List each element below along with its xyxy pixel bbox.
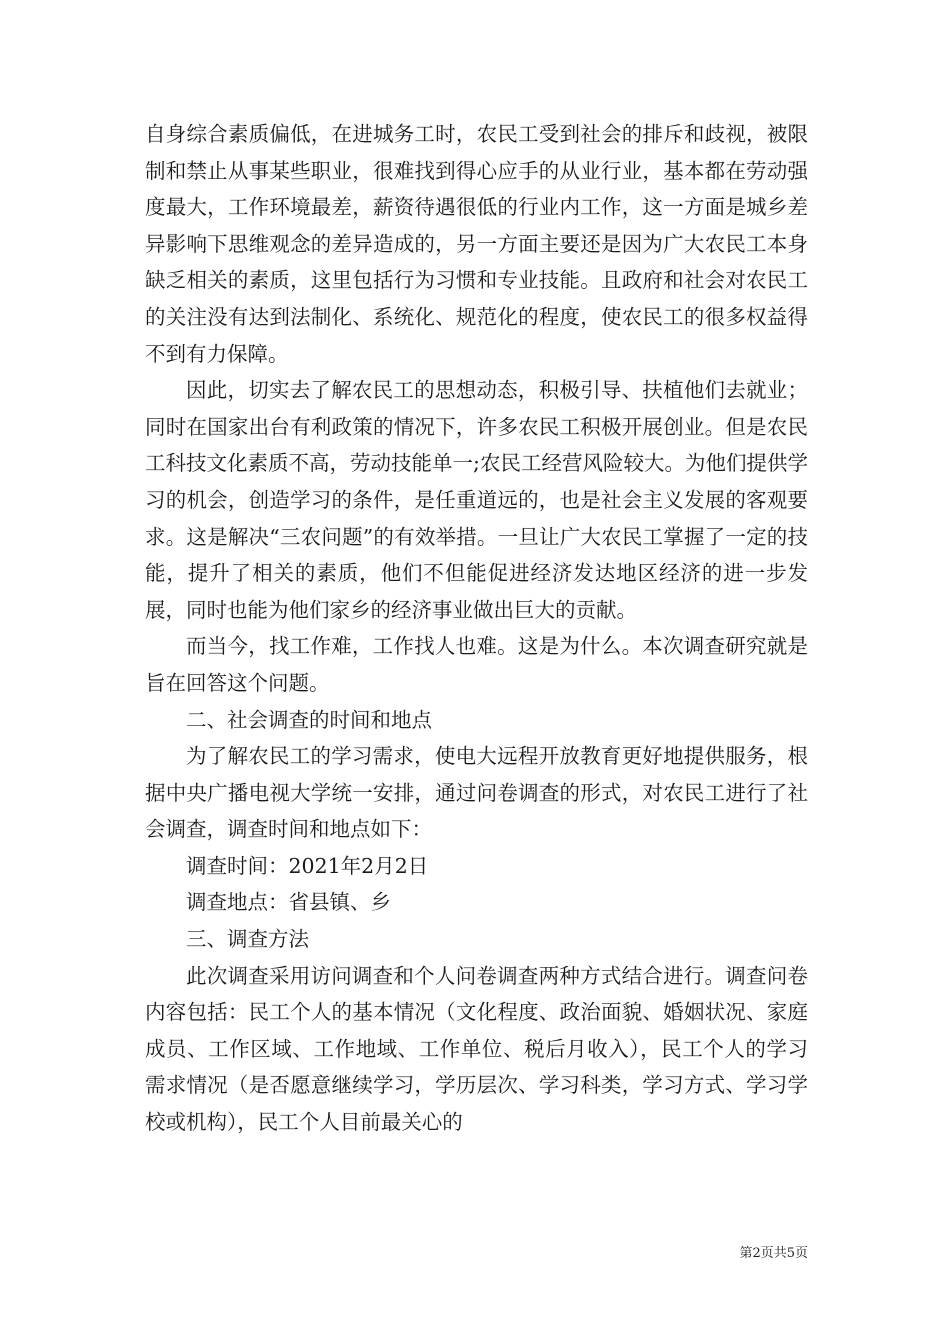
document-body [145, 116, 808, 1141]
paragraph-continuation: 自身综合素质偏低，在进城务工时，农民工受到社会的排斥和歧视，被限制和禁止从事某些职业，很难找到得心应手的从业行业，基本都在劳动强度最大，工作环境最差，薪资待遇很低的行业内工作，这一方面是城乡差异影响下思维观念的差异造成的，另一方面主要还是因为广大农民工本身缺乏相关的素质，这里包括行为习惯和专业技能。且政府和社会对农民工的关注没有达到法制化、系统化、规范化的程度，使农民工的很多权益得不到有力保障。 [145, 122, 808, 366]
section-heading-method: 三、调查方法 [186, 927, 309, 952]
paragraph-nowadays: 而当今，找工作难，工作找人也难。这是为什么。本次调查研究就是旨在回答这个问题。 [145, 634, 808, 695]
paragraph-survey-method: 此次调查采用访问调查和个人问卷调查两种方式结合进行。调查问卷内容包括：民工个人的基本情况（文化程度、政治面貌、婚姻状况、家庭成员、工作区域、工作地域、工作单位、税后月收入），民工个人的学习需求情况（是否愿意继续学习，学历层次、学习科类，学习方式、学习学校或机构），民工个人目前最关心的 [145, 963, 808, 1135]
paragraph-therefore: 因此，切实去了解农民工的思想动态，积极引导、扶植他们去就业；同时在国家出台有利政策的情况下，许多农民工积极开展创业。但是农民工科技文化素质不高，劳动技能单一;农民工经营风险较大。为他们提供学习的机会，创造学习的条件，是任重道远的，也是社会主义发展的客观要求。这是解决“三农问题”的有效举措。一旦让广大农民工掌握了一定的技能，提升了相关的素质，他们不但能促进经济发达地区经济的进一步发展，同时也能为他们家乡的经济事业做出巨大的贡献。 [145, 378, 808, 622]
paragraph-survey-purpose: 为了解农民工的学习需求，使电大远程开放教育更好地提供服务，根据中央广播电视大学统一安排，通过问卷调查的形式，对农民工进行了社会调查，调查时间和地点如下： [145, 744, 808, 842]
page-number-footer: 第2页共5页 [739, 1246, 808, 1261]
section-heading-time-place: 二、社会调查的时间和地点 [186, 707, 432, 732]
survey-time-line: 调查时间：2021年2月2日 [186, 853, 429, 878]
survey-place-line: 调查地点：省县镇、乡 [186, 890, 391, 915]
